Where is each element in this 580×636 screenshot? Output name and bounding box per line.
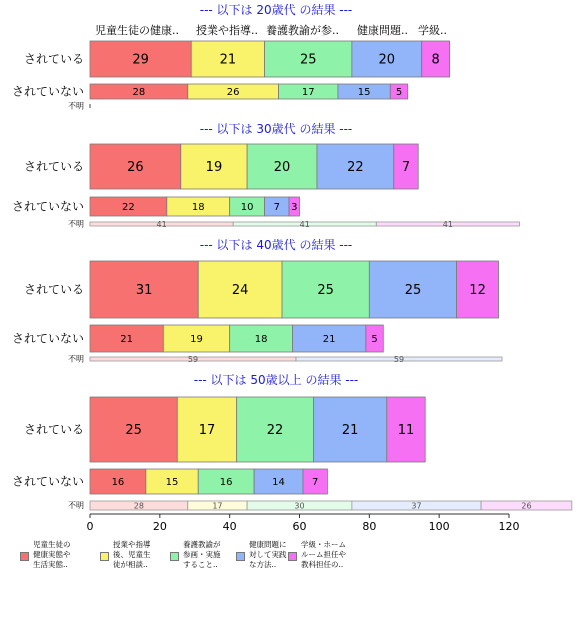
legend-swatch [20,552,29,561]
x-tick-label: 100 [428,520,450,533]
data-label: 30 [294,501,305,511]
x-tick-label: 60 [292,520,307,533]
legend-swatch [288,552,297,561]
data-label: 25 [299,52,317,68]
data-label: 24 [231,283,249,299]
legend-label: 健康問題に 対して実践 な方法.. [249,540,287,569]
data-label: 21 [322,334,336,346]
facet-title: --- 以下は 30歳代 の結果 --- [199,122,353,136]
data-label: 59 [393,354,405,364]
row-label: されている [23,422,84,437]
data-label: 8 [431,52,440,68]
row-label: 不明 [68,501,84,510]
data-label: 29 [132,52,149,68]
data-label: 59 [187,354,199,364]
row-label: されていない [11,199,84,214]
data-label: 28 [132,87,146,99]
data-label: 41 [156,219,167,229]
row-label: されている [23,52,84,66]
data-label: 15 [165,477,179,489]
header-label: 健康問題.. [357,24,408,37]
data-label: 17 [301,87,315,99]
row-label: されている [23,159,84,174]
data-label: 22 [122,202,135,214]
data-label: 26 [521,501,532,511]
data-label: 7 [401,160,411,176]
legend-swatch [100,552,109,561]
legend-label: 授業や指導 後、児童生 徒が相談.. [113,540,151,569]
data-label: 28 [133,501,144,511]
row-label: されている [23,282,84,297]
x-tick-label: 120 [498,520,520,533]
data-label: 18 [254,334,268,346]
row-label: 不明 [68,101,84,111]
legend-label: 養護教諭が 参画・実施 すること.. [183,540,221,569]
data-label: 16 [111,477,125,489]
data-label: 22 [266,423,284,439]
data-label: 41 [299,219,310,229]
facet-title: --- 以下は 40歳代 の結果 --- [199,238,353,252]
header-label: 養護教諭が参.. [266,24,339,37]
data-label: 11 [397,423,415,439]
data-label: 21 [341,423,359,439]
header-label: 学級.. [418,24,447,37]
data-label: 20 [273,160,291,176]
data-label: 17 [198,423,216,439]
data-label: 26 [226,87,240,99]
data-label: 7 [273,202,280,214]
data-label: 19 [205,160,223,176]
data-label: 19 [190,334,203,346]
data-label: 21 [219,52,237,68]
data-label: 20 [378,52,396,68]
data-label: 3 [291,202,298,214]
data-label: 18 [191,202,205,214]
data-label: 22 [347,160,364,176]
data-label: 16 [219,477,233,489]
data-label: 5 [395,87,403,99]
data-label: 25 [404,283,422,299]
data-label: 21 [120,334,134,346]
legend-swatch [236,552,245,561]
legend-label: 児童生徒の 健康実態や 生活実態.. [33,540,71,569]
data-label: 31 [135,283,153,299]
data-label: 26 [127,160,144,176]
row-label: されていない [11,84,84,99]
row-label: されていない [11,331,84,346]
data-label: 7 [312,477,319,489]
x-tick-label: 20 [152,520,167,533]
data-label: 17 [212,501,223,511]
data-label: 37 [411,501,422,511]
x-tick-label: 40 [222,520,237,533]
header-label: 授業や指導.. [196,24,258,37]
data-label: 14 [272,477,285,489]
row-label: されていない [11,474,84,489]
data-label: 25 [317,283,334,299]
chart-legend [20,540,580,580]
legend-swatch [170,552,179,561]
data-label: 12 [469,283,486,299]
legend-label: 学級・ホーム ルーム担任や 教科担任の.. [301,540,346,569]
header-label: 児童生徒の健康.. [95,24,179,37]
x-tick-label: 0 [86,520,94,533]
x-tick-label: 80 [362,520,377,533]
data-label: 10 [240,202,254,214]
data-label: 15 [357,87,371,99]
row-label: 不明 [68,354,84,364]
facet-title: --- 以下は 50歳以上 の結果 --- [193,373,359,387]
data-label: 25 [125,423,142,439]
row-label: 不明 [68,219,84,229]
data-label: 41 [442,219,453,229]
data-label: 5 [371,334,378,346]
facet-title: --- 以下は 20歳代 の結果 --- [199,3,353,17]
